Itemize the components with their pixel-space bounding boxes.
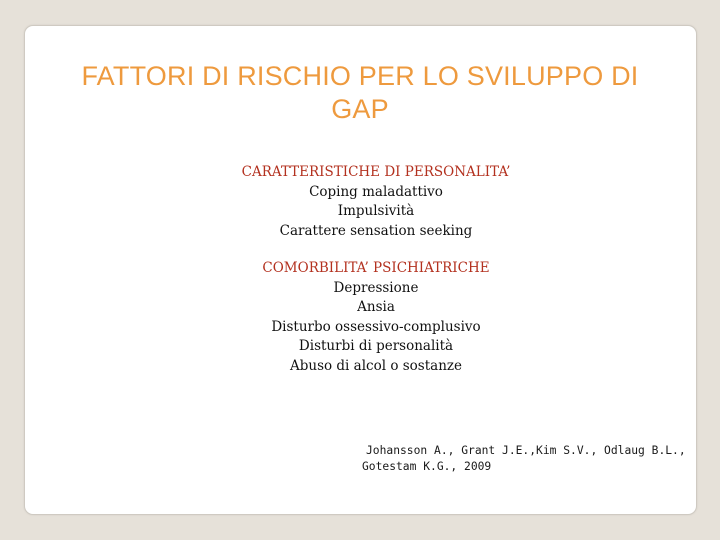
citation-line-1: Johansson A., Grant J.E.,Kim S.V., Odlaug B.L.,	[366, 444, 686, 457]
list-item: Coping maladattivo	[309, 183, 443, 200]
slide-title-line-1: FATTORI DI RISCHIO PER LO SVILUPPO DI	[81, 61, 639, 91]
section-heading-personality: CARATTERISTICHE DI PERSONALITA’	[241, 164, 511, 180]
citation	[362, 443, 686, 474]
list-item: Carattere sensation seeking	[279, 222, 473, 239]
section-comorbidity	[160, 259, 592, 377]
slide-title	[0, 60, 720, 126]
list-item: Impulsività	[337, 203, 415, 220]
list-item: Disturbi di personalità	[298, 338, 454, 355]
section-heading-comorbidity: COMORBILITA’ PSICHIATRICHE	[262, 260, 490, 276]
citation-line-2: Gotestam K.G., 2009	[362, 459, 492, 473]
list-item: Depressione	[333, 279, 419, 296]
list-item: Abuso di alcol o sostanze	[289, 357, 463, 374]
slide-title-line-2: GAP	[331, 94, 389, 124]
section-personality	[160, 163, 592, 241]
list-item: Ansia	[357, 299, 395, 316]
list-item: Disturbo ossessivo-complusivo	[271, 318, 481, 335]
